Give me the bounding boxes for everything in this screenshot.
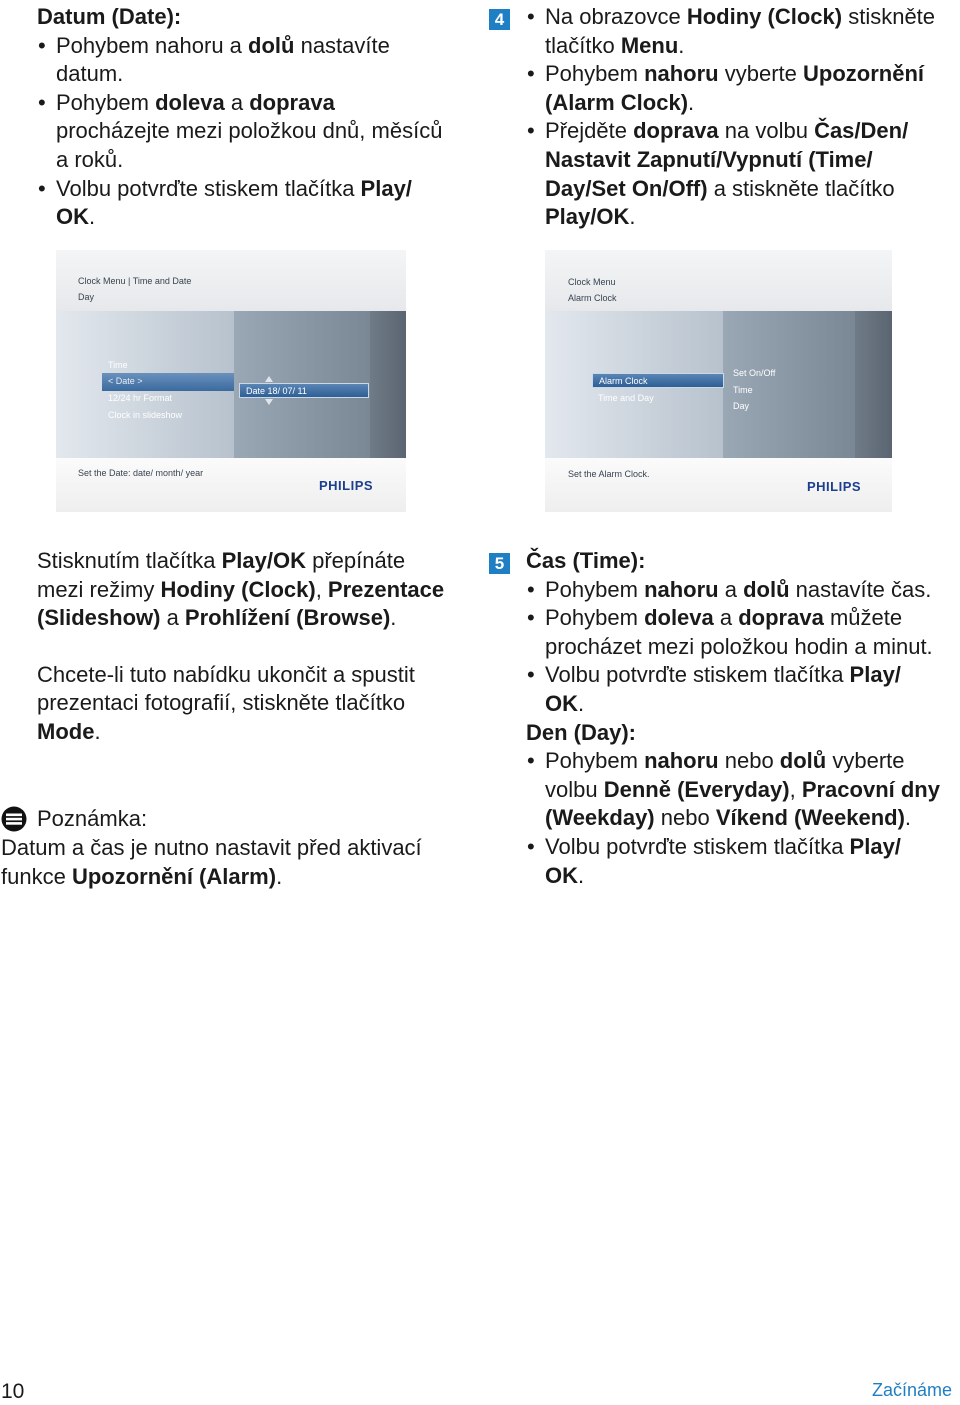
list-item: • Pohybem nahoru a dolů nastavíte čas. xyxy=(526,576,946,605)
philips-logo: PHILIPS xyxy=(319,478,374,493)
exit-paragraph: Chcete-li tuto nabídku ukončit a spustit prezentaci fotografií, stiskněte tlačítko Mode. xyxy=(37,661,415,744)
screen-hint: Set the Date: date/ month/ year xyxy=(78,468,204,478)
date-heading: Datum (Date): xyxy=(37,4,182,29)
screen-footer xyxy=(545,458,892,512)
step-number-4: 4 xyxy=(489,9,510,30)
list-item: • Pohybem nahoru nebo dolů vyberte volbu Denně (Everyday), Pracovní dny (Weekday) nebo Víkend (Weekend). xyxy=(526,747,946,833)
menu-item-12-24-format[interactable]: 12/24 hr Format xyxy=(108,393,173,403)
list-item: • Volbu potvrďte stiskem tlačítka Play/ OK. xyxy=(526,833,946,890)
menu-item-day[interactable]: Day xyxy=(733,401,750,411)
list-item: • Pohybem doleva a doprava procházejte mezi položkou dnů, měsíců a roků. xyxy=(37,89,447,175)
list-item: • Na obrazovce Hodiny (Clock) stiskněte tlačítko Menu. xyxy=(526,3,954,60)
mode-paragraph: Stisknutím tlačítka Play/OK přepínáte mezi režimy Hodiny (Clock), Prezentace (Slideshow) a Prohlížení (Browse). xyxy=(37,548,445,631)
mode-section xyxy=(37,547,455,747)
dark-panel xyxy=(370,311,406,458)
list-item: • Pohybem nahoru a dolů nastavíte datum. xyxy=(37,32,447,89)
section-name: Začínáme xyxy=(871,1380,952,1400)
menu-item-clock-in-slideshow[interactable]: Clock in slideshow xyxy=(108,410,183,420)
menu-item-date[interactable]: < Date > xyxy=(108,376,143,386)
screen-header xyxy=(56,250,406,311)
date-bullets xyxy=(37,32,447,232)
list-item: • Přejděte doprava na volbu Čas/Den/ Nastavit Zapnutí/Vypnutí (Time/ Day/Set On/Off) a stiskněte tlačítko Play/OK. xyxy=(526,117,954,231)
arrow-up-icon xyxy=(265,376,273,382)
philips-logo: PHILIPS xyxy=(807,479,862,494)
screen-subtitle: Alarm Clock xyxy=(568,293,617,303)
menu-item-set-on-off[interactable]: Set On/Off xyxy=(733,368,776,378)
day-heading: Den (Day): xyxy=(526,719,637,745)
menu-item-time[interactable]: Time xyxy=(108,360,128,370)
day-bullets xyxy=(526,747,946,890)
screen-footer xyxy=(56,458,406,512)
alarm-clock-highlight[interactable]: Alarm Clock xyxy=(592,373,724,388)
dark-panel xyxy=(855,311,892,458)
screen-breadcrumb: Clock Menu xyxy=(568,277,616,287)
note-icon xyxy=(1,806,27,832)
step4-bullets xyxy=(526,3,954,232)
screen-body xyxy=(545,311,892,458)
screen-breadcrumb: Clock Menu | Time and Date xyxy=(78,276,192,286)
step-number-5: 5 xyxy=(489,553,510,574)
step5-section xyxy=(526,547,946,890)
time-heading: Čas (Time): xyxy=(526,548,646,573)
step4-section xyxy=(526,3,954,232)
note-text: Datum a čas je nutno nastavit před aktivací funkce Upozornění (Alarm). xyxy=(1,835,422,889)
list-item: • Pohybem doleva a doprava můžete procházet mezi položkou hodin a minut. xyxy=(526,604,946,661)
page-number: 10 xyxy=(1,1380,25,1403)
note-label: Poznámka: xyxy=(37,806,148,831)
arrow-down-icon xyxy=(265,399,273,405)
screen-header xyxy=(545,250,892,311)
time-bullets xyxy=(526,576,946,719)
screen-hint: Set the Alarm Clock. xyxy=(568,469,650,479)
screen-body xyxy=(56,311,406,458)
date-value-field[interactable]: Date 18/ 07/ 11 xyxy=(239,383,369,398)
list-item: • Pohybem nahoru vyberte Upozornění (Alarm Clock). xyxy=(526,60,954,117)
list-item: • Volbu potvrďte stiskem tlačítka Play/ OK. xyxy=(526,661,946,718)
screenshot-time-and-date xyxy=(56,250,406,512)
list-item: • Volbu potvrďte stiskem tlačítka Play/ OK. xyxy=(37,175,447,232)
menu-item-time-and-day[interactable]: Time and Day xyxy=(598,393,654,403)
screen-subtitle: Day xyxy=(78,292,95,302)
menu-item-time[interactable]: Time xyxy=(733,385,753,395)
date-section xyxy=(37,3,447,232)
screenshot-alarm-clock xyxy=(545,250,892,512)
